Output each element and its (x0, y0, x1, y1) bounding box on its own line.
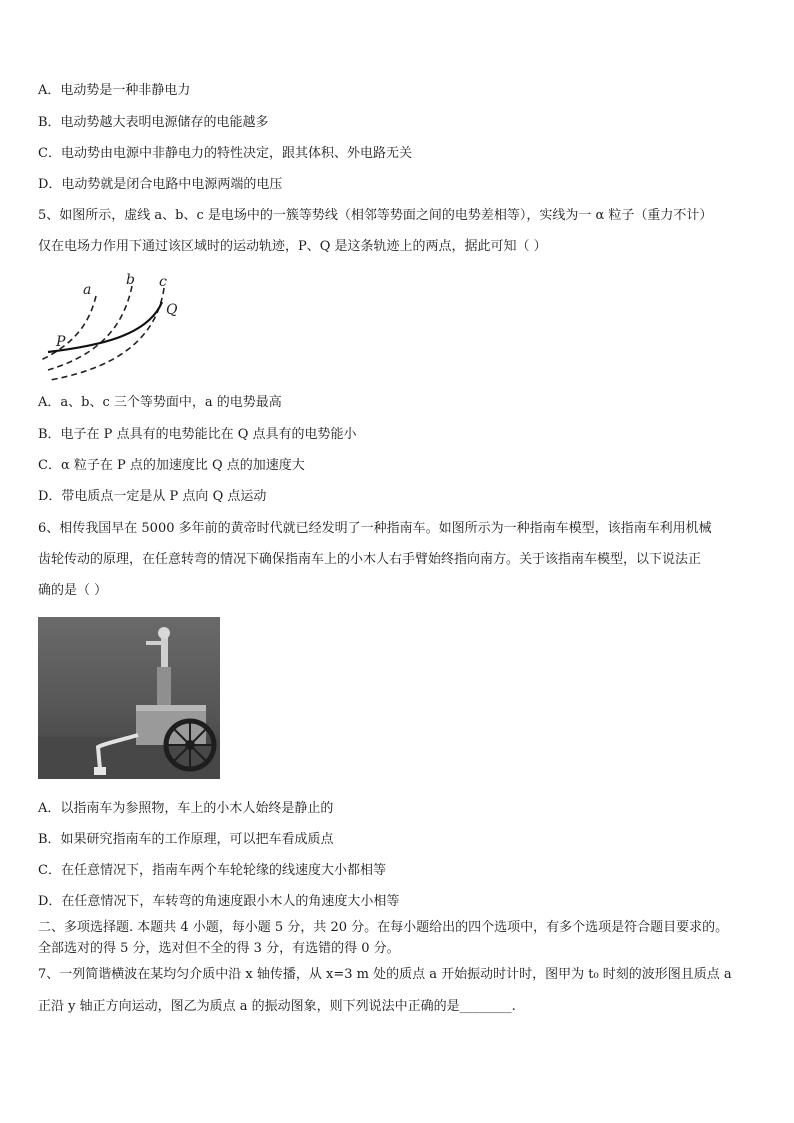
label-b: b (126, 272, 135, 288)
q6-stem-line1: 6、相传我国早在 5000 多年前的黄帝时代就已经发明了一种指南车。如图所示为一种指南车模型，该指南车利用机械 (38, 521, 712, 536)
equipotential-figure (38, 272, 188, 384)
q6-option-b: B．如果研究指南车的工作原理，可以把车看成质点 (38, 832, 334, 847)
label-p: P (56, 334, 66, 350)
label-c: c (159, 274, 167, 290)
q4-option-c: C．电动势由电源中非静电力的特性决定，跟其体积、外电路无关 (38, 146, 412, 161)
label-a: a (83, 282, 92, 298)
q4-option-a: A．电动势是一种非静电力 (38, 83, 191, 98)
q6-option-c: C．在任意情况下，指南车两个车轮轮缘的线速度大小都相等 (38, 863, 386, 878)
q6-stem-line3: 确的是（ ） (38, 583, 108, 598)
q6-stem-line2: 齿轮传动的原理，在任意转弯的情况下确保指南车上的小木人右手臂始终指向南方。关于该指南车模型，以下说法正 (38, 552, 702, 567)
q5-option-c: C．α 粒子在 P 点的加速度比 Q 点的加速度大 (38, 458, 305, 473)
q5-option-b: B．电子在 P 点具有的电势能比在 Q 点具有的电势能小 (38, 427, 357, 442)
section2-instructions-line2: 全部选对的得 5 分，选对但不全的得 3 分，有选错的得 0 分。 (38, 941, 400, 956)
section2-instructions-line1: 二、多项选择题. 本题共 4 小题，每小题 5 分，共 20 分。在每小题给出的四个选项中，有多个选项是符合题目要求的。 (38, 920, 729, 935)
q4-option-b: B．电动势越大表明电源储存的电能越多 (38, 115, 269, 130)
q5-option-a: A．a、b、c 三个等势面中，a 的电势最高 (38, 395, 282, 410)
q7-stem-line2: 正沿 y 轴正方向运动，图乙为质点 a 的振动图象，则下列说法中正确的是________. (38, 999, 516, 1014)
south-pointing-chariot-photo (38, 617, 220, 779)
q6-option-d: D．在任意情况下，车转弯的角速度跟小木人的角速度大小相等 (38, 894, 400, 909)
equipotential-line-a (41, 296, 96, 360)
q6-option-a: A．以指南车为参照物，车上的小木人始终是静止的 (38, 801, 334, 816)
q5-stem-line1: 5、如图所示，虚线 a、b、c 是电场中的一簇等势线（相邻等势面之间的电势差相等），实线为一 α 粒子（重力不计） (38, 208, 713, 223)
q4-option-d: D．电动势就是闭合电路中电源两端的电压 (38, 177, 283, 192)
q5-option-d: D．带电质点一定是从 P 点向 Q 点运动 (38, 489, 267, 504)
q5-stem-line2: 仅在电场力作用下通过该区域时的运动轨迹，P、Q 是这条轨迹上的两点，据此可知（ ） (38, 239, 547, 254)
equipotential-line-c (50, 288, 164, 380)
equipotential-line-b (48, 286, 132, 370)
q7-stem-line1: 7、一列简谐横波在某均匀介质中沿 x 轴传播，从 x=3 m 处的质点 a 开始振动时计时，图甲为 t₀ 时刻的波形图且质点 a (38, 967, 732, 982)
label-q: Q (166, 302, 178, 318)
